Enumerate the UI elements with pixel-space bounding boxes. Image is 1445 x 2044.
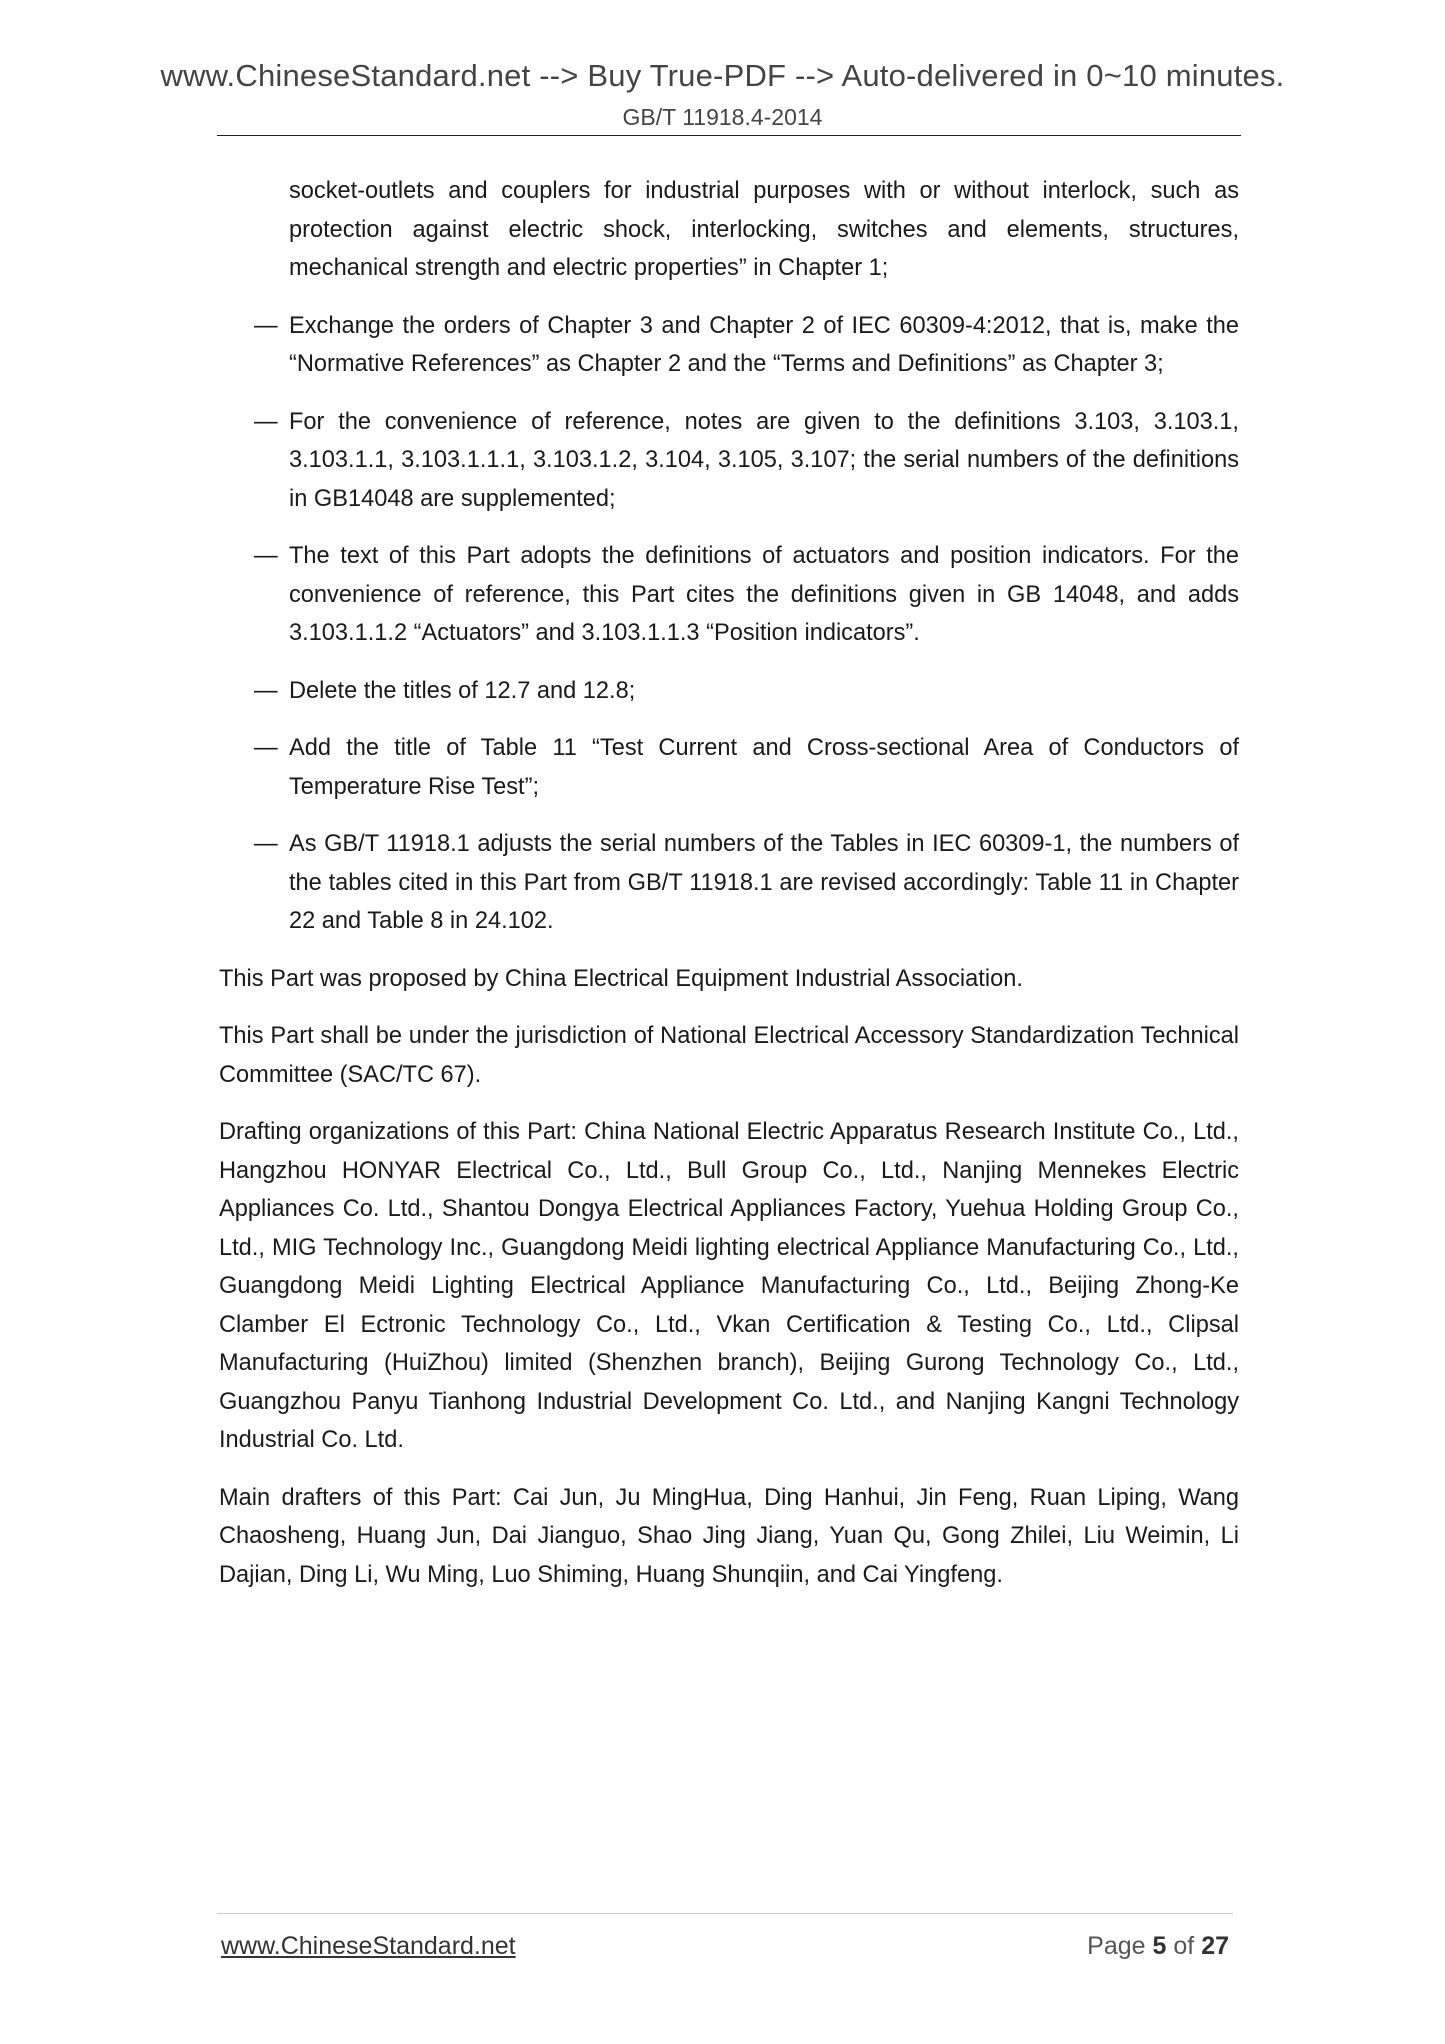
page-current: 5 bbox=[1152, 1932, 1167, 1960]
drafting-organizations-paragraph: Drafting organizations of this Part: China National Electric Apparatus Research Institute Co., Ltd., Hangzhou HONYAR Electrical Co., Ltd., Bull Group Co., Ltd., Nanjing Mennekes Electric Appliances Co. Ltd., Shantou Dongya Electrical Appliances Factory, Yuehua Holding Group Co., Ltd., MIG Technology Inc., Guangdong Meidi lighting electrical Appliance Manufacturing Co., Ltd., Guangdong Meidi Lighting Electrical Appliance Manufacturing Co., Ltd., Beijing Zhong-Ke Clamber El Ectronic Technology Co., Ltd., Vkan Certification & Testing Co., Ltd., Clipsal Manufacturing (HuiZhou) limited (Shenzhen branch), Beijing Gurong Technology Co., Ltd., Guangzhou Panyu Tianhong Industrial Development Co. Ltd., and Nanjing Kangni Technology Industrial Co. Ltd. bbox=[219, 1119, 1239, 1453]
proposer-paragraph: This Part was proposed by China Electrical Equipment Industrial Association. bbox=[219, 965, 1023, 992]
list-item-text: Add the title of Table 11 “Test Current and Cross-sectional Area of Conductors of Temperature Rise Test”; bbox=[289, 735, 1239, 800]
document-id: GB/T 11918.4-2014 bbox=[622, 104, 823, 130]
list-item bbox=[219, 729, 1239, 806]
main-drafters-paragraph: Main drafters of this Part: Cai Jun, Ju MingHua, Ding Hanhui, Jin Feng, Ruan Liping, Wang Chaosheng, Huang Jun, Dai Jianguo, Shao Jing Jiang, Yuan Qu, Gong Zhilei, Liu Weimin, Li Dajian, Ding Li, Wu Ming, Luo Shiming, Huang Shunqiin, and Cai Yingfeng. bbox=[219, 1484, 1239, 1588]
em-dash-bullet: — bbox=[254, 831, 278, 857]
em-dash-bullet: — bbox=[254, 543, 278, 569]
page-total: 27 bbox=[1201, 1932, 1229, 1960]
footer-site-link[interactable]: www.ChineseStandard.net bbox=[221, 1932, 516, 1960]
list-item-continued bbox=[219, 172, 1239, 288]
page-number bbox=[1087, 1932, 1229, 1961]
em-dash-bullet: — bbox=[254, 677, 278, 704]
list-item bbox=[219, 825, 1239, 941]
list-item-text: socket-outlets and couplers for industrial purposes with or without interlock, such as protection against electric shock, interlocking, switches and elements, structures, mechanical strength and electric properties” in Chapter 1; bbox=[289, 178, 1239, 281]
em-dash-bullet: — bbox=[254, 312, 278, 339]
page-of-label: of bbox=[1173, 1932, 1195, 1960]
list-item bbox=[219, 672, 1239, 711]
list-item-text: Exchange the orders of Chapter 3 and Chapter 2 of IEC 60309-4:2012, that is, make the “Normative References” as Chapter 2 and the “Terms and Definitions” as Chapter 3; bbox=[289, 312, 1239, 377]
page-label: Page bbox=[1087, 1932, 1146, 1960]
jurisdiction-paragraph: This Part shall be under the jurisdiction of National Electrical Accessory Standardization Technical Committee (SAC/TC 67). bbox=[219, 1023, 1239, 1088]
em-dash-bullet: — bbox=[254, 408, 278, 435]
list-item bbox=[219, 403, 1239, 519]
list-item-text: The text of this Part adopts the definitions of actuators and position indicators. For the convenience of reference, this Part cites the definitions given in GB 14048, and adds 3.103.1.1.2 “Actuators” and 3.103.1.1.3 “Position indicators”. bbox=[289, 543, 1239, 646]
footer-divider bbox=[217, 1913, 1233, 1914]
list-item-text: As GB/T 11918.1 adjusts the serial numbers of the Tables in IEC 60309-1, the numbers of the tables cited in this Part from GB/T 11918.1 are revised accordingly: Table 11 in Chapter 22 and Table 8 in 24.102. bbox=[289, 831, 1239, 934]
page-content bbox=[219, 172, 1239, 1613]
site-banner[interactable]: www.ChineseStandard.net --> Buy True-PDF --> Auto-delivered in 0~10 minutes. bbox=[160, 58, 1285, 93]
em-dash-bullet: — bbox=[254, 735, 278, 761]
header-divider bbox=[217, 135, 1241, 136]
list-item-text: Delete the titles of 12.7 and 12.8; bbox=[289, 677, 636, 704]
list-item bbox=[219, 307, 1239, 384]
list-item bbox=[219, 537, 1239, 653]
list-item-text: For the convenience of reference, notes are given to the definitions 3.103, 3.103.1, 3.103.1.1, 3.103.1.1.1, 3.103.1.2, 3.104, 3.105, 3.107; the serial numbers of the definitions in GB14048 are supplemented; bbox=[289, 408, 1239, 512]
